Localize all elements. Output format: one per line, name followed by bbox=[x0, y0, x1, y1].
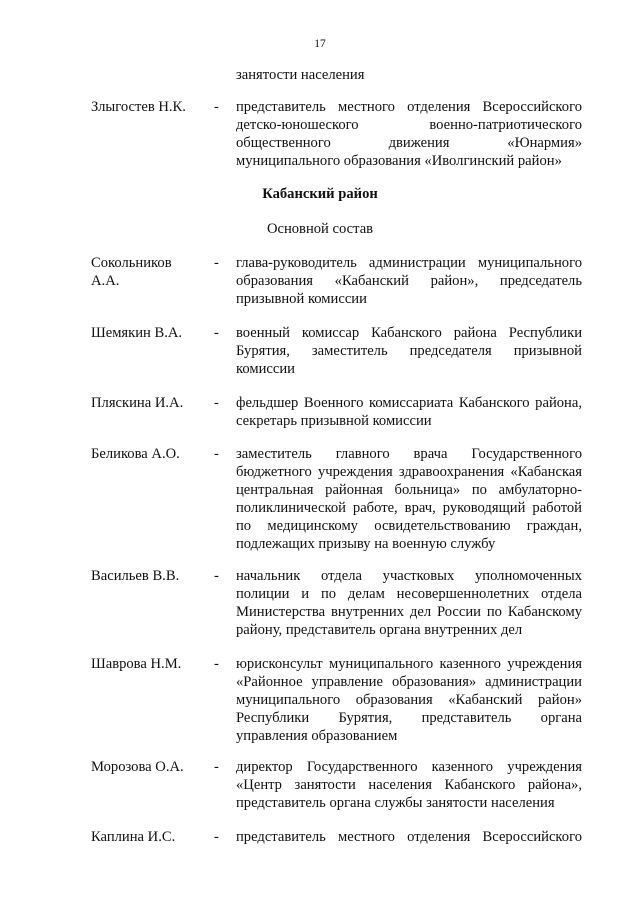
member-name bbox=[91, 445, 209, 463]
description-line: комиссии bbox=[236, 361, 295, 377]
member-name bbox=[91, 254, 209, 290]
member-name bbox=[91, 758, 209, 776]
dash: - bbox=[214, 568, 219, 584]
member-name bbox=[91, 655, 209, 673]
member-name-line: А.А. bbox=[91, 273, 120, 289]
description-line: «Центр занятости населения Кабанского района», bbox=[236, 777, 582, 793]
description-line: муниципального образования «Кабанский район» bbox=[236, 692, 582, 708]
description-line: общественного движения «Юнармия» bbox=[236, 135, 582, 151]
description-line: полиции и по делам несовершеннолетних отдела bbox=[236, 586, 582, 602]
description-line: району, представитель органа внутренних дел bbox=[236, 622, 523, 638]
member-description bbox=[236, 394, 582, 430]
description-line: секретарь призывной комиссии bbox=[236, 413, 432, 429]
member-name-line: Злыгостев Н.К. bbox=[91, 99, 186, 115]
description-line: военный комиссар Кабанского района Республики bbox=[236, 325, 582, 341]
description-line: управления образованием bbox=[236, 728, 398, 744]
continuation-text: занятости населения bbox=[236, 67, 365, 83]
description-line: фельдшер Военного комиссариата Кабанского района, bbox=[236, 395, 582, 411]
member-name-line: Каплина И.С. bbox=[91, 829, 176, 845]
dash: - bbox=[214, 99, 219, 115]
description-line: начальник отдела участковых уполномоченных bbox=[236, 568, 582, 584]
member-name-line: Васильев В.В. bbox=[91, 568, 180, 584]
member-description bbox=[236, 98, 582, 170]
member-name-line: Беликова А.О. bbox=[91, 446, 180, 462]
dash: - bbox=[214, 829, 219, 845]
member-name-line: Шемякин В.А. bbox=[91, 325, 183, 341]
description-line: глава-руководитель администрации муниципального bbox=[236, 255, 582, 271]
dash: - bbox=[214, 446, 219, 462]
member-description bbox=[236, 655, 582, 745]
member-description bbox=[236, 324, 582, 378]
member-name-line: Сокольников bbox=[91, 255, 172, 271]
member-name bbox=[91, 828, 209, 846]
dash: - bbox=[214, 255, 219, 271]
description-line: «Районное управление образования» администрации bbox=[236, 674, 582, 690]
description-line: юрисконсульт муниципального казенного учреждения bbox=[236, 656, 582, 672]
description-line: представитель местного отделения Всероссийского bbox=[236, 829, 582, 845]
district-title: Кабанский район bbox=[262, 186, 378, 202]
description-line: директор Государственного казенного учреждения bbox=[236, 759, 582, 775]
member-description bbox=[236, 567, 582, 639]
description-line: представитель органа службы занятости населения bbox=[236, 795, 555, 811]
member-name-line: Пляскина И.А. bbox=[91, 395, 184, 411]
member-description bbox=[236, 254, 582, 308]
dash: - bbox=[214, 395, 219, 411]
member-name bbox=[91, 567, 209, 585]
member-name bbox=[91, 394, 209, 412]
member-name-line: Шаврова Н.М. bbox=[91, 656, 182, 672]
member-name bbox=[91, 324, 209, 342]
page-number: 17 bbox=[314, 38, 326, 50]
member-name bbox=[91, 98, 209, 116]
description-line: детско-юношеского военно-патриотического bbox=[236, 117, 582, 133]
description-line: Бурятия, заместитель председателя призывной bbox=[236, 343, 582, 359]
description-line: поликлинической работе, врач, руководящий работой bbox=[236, 500, 582, 516]
dash: - bbox=[214, 759, 219, 775]
member-description bbox=[236, 758, 582, 812]
description-line: Республики Бурятия, представитель органа bbox=[236, 710, 582, 726]
description-line: центральная районная больница» по амбулаторно- bbox=[236, 482, 582, 498]
description-line: муниципального образования «Иволгинский район» bbox=[236, 153, 562, 169]
description-line: призывной комиссии bbox=[236, 291, 367, 307]
member-description bbox=[236, 445, 582, 553]
dash: - bbox=[214, 656, 219, 672]
section-title: Основной состав bbox=[266, 221, 374, 237]
description-line: по медицинскому освидетельствованию граждан, bbox=[236, 518, 582, 534]
dash: - bbox=[214, 325, 219, 341]
description-line: образования «Кабанский район», председатель bbox=[236, 273, 582, 289]
description-line: бюджетного учреждения здравоохранения «Кабанская bbox=[236, 464, 582, 480]
description-line: подлежащих призыву на военную службу bbox=[236, 536, 496, 552]
description-line: представитель местного отделения Всероссийского bbox=[236, 99, 582, 115]
description-line: Министерства внутренних дел России по Кабанскому bbox=[236, 604, 582, 620]
description-line: заместитель главного врача Государственного bbox=[236, 446, 582, 462]
member-description bbox=[236, 828, 582, 846]
member-name-line: Морозова О.А. bbox=[91, 759, 184, 775]
